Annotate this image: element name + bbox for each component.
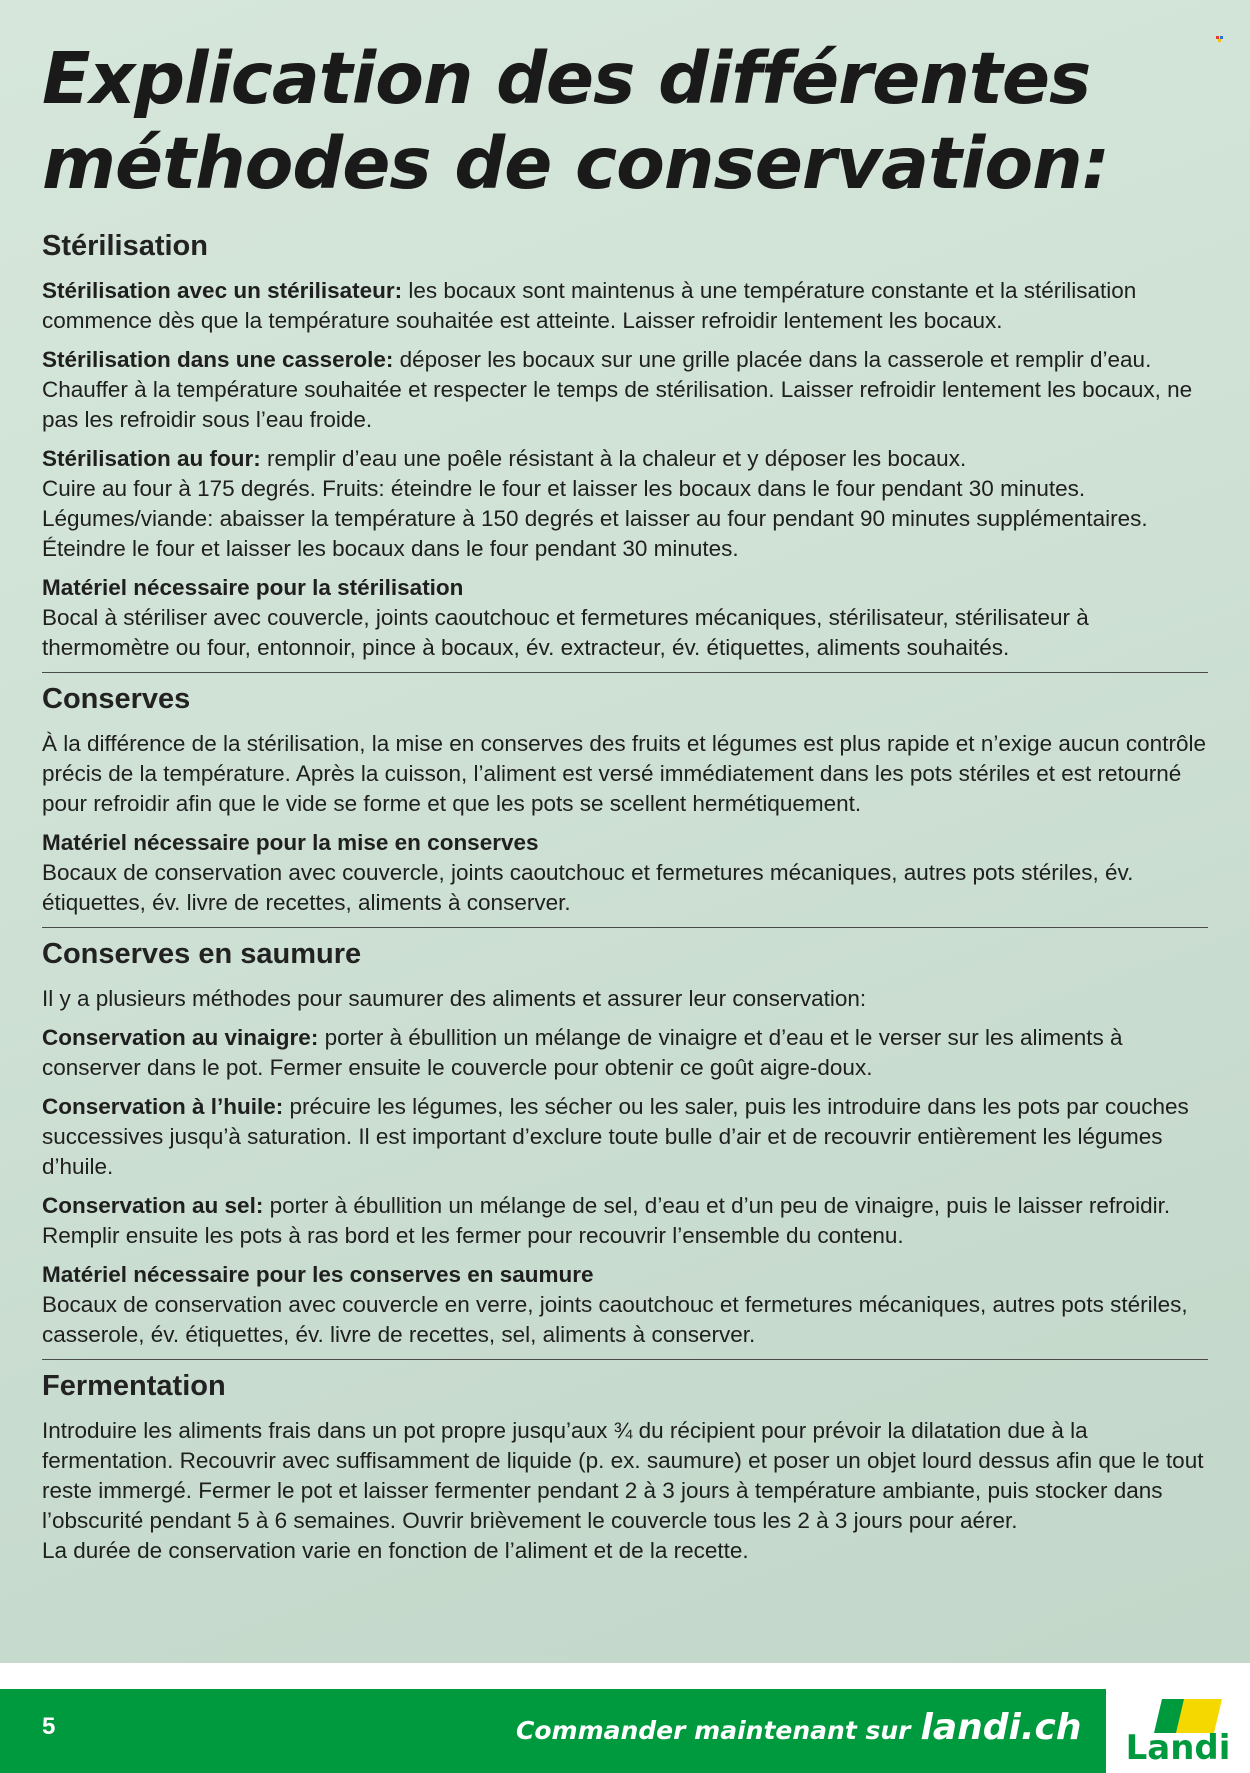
page-number: 5 <box>42 1713 56 1740</box>
paragraph-lead: Stérilisation avec un stérilisateur: <box>42 278 403 303</box>
section-fermentation <box>42 1359 1208 1566</box>
paragraph-text: porter à ébullition un mélange de sel, d’eau et d’un peu de vinaigre, puis le laisser refroidir. Remplir ensuite les pots à ras bord et les fermer pour recouvrir l’ensemble du contenu. <box>42 1193 1171 1248</box>
paragraph <box>42 276 1208 336</box>
paragraph-text: les bocaux sont maintenus à une température constante et la stérilisation commence dès que la température souhaitée est atteinte. Laisser refroidir lentement les bocaux. <box>42 278 1137 333</box>
paragraph <box>42 1092 1208 1182</box>
footer <box>0 1689 1250 1773</box>
paragraph-text: La durée de conservation varie en fonction de l’aliment et de la recette. <box>42 1538 749 1563</box>
paragraph-lead: Stérilisation au four: <box>42 446 261 471</box>
paragraph-text: porter à ébullition un mélange de vinaigre et d’eau et le verser sur les aliments à conserver dans le pot. Fermer ensuite le couvercle pour obtenir ce goût aigre-doux. <box>42 1025 1123 1080</box>
paragraph <box>42 345 1208 435</box>
paragraph-text: précuire les légumes, les sécher ou les saler, puis les introduire dans les pots par couches successives jusqu’à saturation. Il est important d’exclure toute bulle d’air et de recouvrir entièrement les légumes d’huile. <box>42 1094 1189 1179</box>
material-text: Bocaux de conservation avec couvercle, joints caoutchouc et fermetures mécaniques, autres pots stériles, év. étiquettes, év. livre de recettes, aliments à conserver. <box>42 860 1134 915</box>
paragraph-text: Cuire au four à 175 degrés. Fruits: éteindre le four et laisser les bocaux dans le four pendant 30 minutes. <box>42 476 1086 501</box>
logo-text: Landi <box>1125 1728 1231 1768</box>
paragraph-lead: Conservation au sel: <box>42 1193 264 1218</box>
paragraph-text: remplir d’eau une poêle résistant à la chaleur et y déposer les bocaux. <box>260 446 967 471</box>
paragraph-text: Éteindre le four et laisser les bocaux dans le four pendant 30 minutes. <box>42 536 739 561</box>
paragraph-text: Légumes/viande: abaisser la température à 150 degrés et laisser au four pendant 90 minutes supplémentaires. <box>42 506 1148 531</box>
material-title: Matériel nécessaire pour les conserves en saumure <box>42 1262 594 1287</box>
paragraph-text: déposer les bocaux sur une grille placée dans la casserole et remplir d’eau. Chauffer à la température souhaitée et respecter le temps de stérilisation. Laisser refroidir lentement les bocaux, ne pas les refroidir sous l’eau froide. <box>42 347 1193 432</box>
footer-bar <box>0 1689 1106 1773</box>
section-sterilisation <box>42 226 1208 663</box>
page-title-line-2: méthodes de conservation: <box>42 122 1110 205</box>
section-heading: Stérilisation <box>42 230 208 262</box>
material-title: Matériel nécessaire pour la mise en conserves <box>42 830 539 855</box>
section-heading: Conserves en saumure <box>42 938 362 970</box>
paragraph <box>42 1416 1208 1566</box>
landi-logo-icon[interactable] <box>1122 1689 1242 1773</box>
material-text: Bocaux de conservation avec couvercle en verre, joints caoutchouc et fermetures mécaniques, autres pots stériles, casserole, év. étiquettes, év. livre de recettes, sel, aliments à conserver. <box>42 1292 1188 1347</box>
section-saumure <box>42 927 1208 1350</box>
material-text: Bocal à stériliser avec couvercle, joints caoutchouc et fermetures mécaniques, stérilisateur, stérilisateur à thermomètre ou four, entonnoir, pince à bocaux, év. extracteur, év. étiquettes, aliments souhaités. <box>42 605 1089 660</box>
material-block <box>42 828 1208 918</box>
material-block <box>42 573 1208 663</box>
color-dots-icon <box>1216 36 1224 42</box>
paragraph-lead: Conservation au vinaigre: <box>42 1025 319 1050</box>
page-title-line-1: Explication des différentes <box>42 37 1091 120</box>
order-link[interactable] <box>516 1707 1082 1748</box>
paragraph <box>42 1191 1208 1251</box>
material-title: Matériel nécessaire pour la stérilisation <box>42 575 464 600</box>
cta-link[interactable]: landi.ch <box>920 1707 1082 1748</box>
paragraph-text: Introduire les aliments frais dans un pot propre jusqu’aux ¾ du récipient pour prévoir la dilatation due à la fermentation. Recouvrir avec suffisamment de liquide (p. ex. saumure) et poser un objet lourd dessus afin que le tout reste immergé. Fermer le pot et laisser fermenter pendant 2 à 3 jours à température ambiante, puis stocker dans l’obscurité pendant 5 à 6 semaines. Ouvrir brièvement le couvercle tous les 2 à 3 jours pour aérer. <box>42 1418 1204 1533</box>
paragraph-lead: Conservation à l’huile: <box>42 1094 284 1119</box>
material-block <box>42 1260 1208 1350</box>
section-conserves <box>42 672 1208 918</box>
paragraph-lead: Stérilisation dans une casserole: <box>42 347 394 372</box>
paragraph <box>42 1023 1208 1083</box>
paragraph: Il y a plusieurs méthodes pour saumurer des aliments et assurer leur conservation: <box>42 986 867 1011</box>
footer-spacer <box>0 1663 1250 1689</box>
page-content <box>42 36 1208 1575</box>
paragraph <box>42 444 1208 564</box>
paragraph: À la différence de la stérilisation, la mise en conserves des fruits et légumes est plus rapide et n’exige aucun contrôle précis de la température. Après la cuisson, l’aliment est versé immédiatement dans les pots stériles et est retourné pour refroidir afin que le vide se forme et que les pots se scellent hermétiquement. <box>42 731 1206 816</box>
section-heading: Fermentation <box>42 1370 226 1402</box>
page-title <box>42 36 1208 206</box>
section-heading: Conserves <box>42 683 191 715</box>
cta-text: Commander maintenant sur <box>516 1716 911 1745</box>
